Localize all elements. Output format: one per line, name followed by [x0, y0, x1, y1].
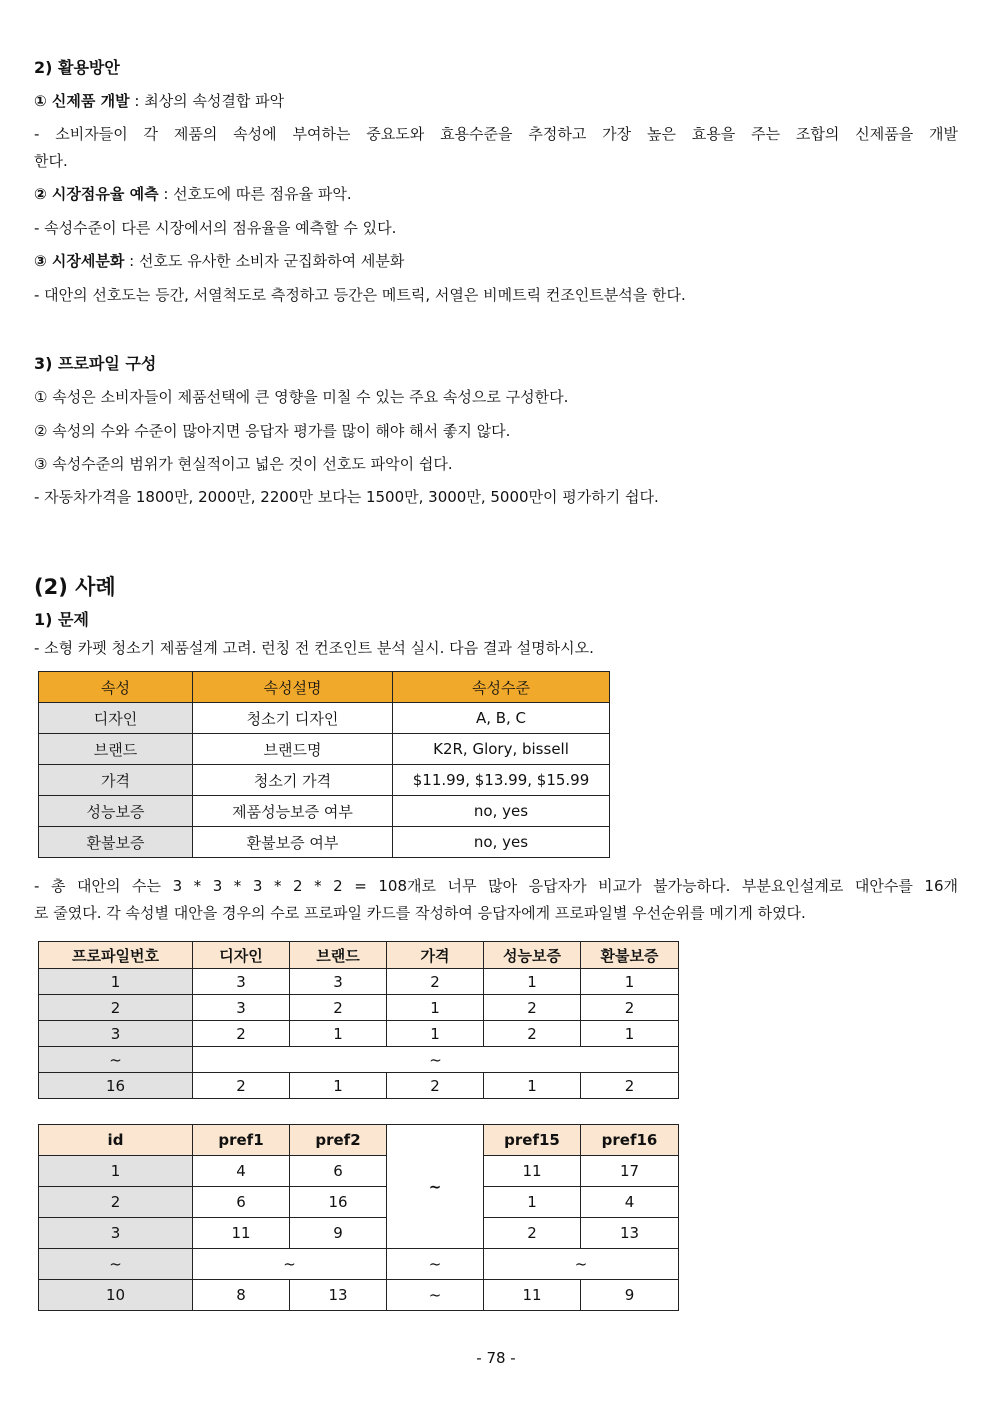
usage-heading: 2) 활용방안	[34, 58, 120, 77]
usage-item-2-title: ② 시장점유율 예측	[34, 185, 159, 203]
usage-item-2-desc: - 속성수준이 다른 시장에서의 점유율을 예측할 수 있다.	[34, 219, 397, 237]
col-header-description: 속성설명	[193, 672, 393, 703]
table-cell: 3	[193, 969, 290, 995]
usage-item-1-desc-b: 한다.	[34, 152, 68, 170]
col-header-pref1: pref1	[193, 1125, 290, 1156]
table-cell: 9	[290, 1218, 387, 1249]
table-cell: ~	[39, 1047, 193, 1073]
table-cell: 11	[193, 1218, 290, 1249]
table-cell: 가격	[39, 765, 193, 796]
usage-item-3-desc: - 대안의 선호도는 등간, 서열척도로 측정하고 등간은 메트릭, 서열은 비메트릭 컨조인트분석을 한다.	[34, 286, 686, 304]
table-cell: 1	[290, 1021, 387, 1047]
table-cell: 2	[290, 995, 387, 1021]
col-header-profile-no: 프로파일번호	[39, 942, 193, 969]
col-header-pref15: pref15	[484, 1125, 581, 1156]
profile-line-1: ① 속성은 소비자들이 제품선택에 큰 영향을 미칠 수 있는 주요 속성으로 구성한다.	[34, 388, 569, 406]
explain-line-b: 로 줄였다. 각 속성별 대안을 경우의 수로 프로파일 카드를 작성하여 응답자에게 프로파일별 우선순위를 메기게 하였다.	[34, 904, 806, 922]
col-header-performance: 성능보증	[484, 942, 581, 969]
table-cell: 13	[581, 1218, 679, 1249]
table-cell: 13	[290, 1280, 387, 1311]
table-cell: 1	[39, 969, 193, 995]
table-cell: 2	[193, 1073, 290, 1099]
table-row	[39, 1187, 679, 1218]
table-cell: 2	[39, 1187, 193, 1218]
table-cell: 2	[193, 1021, 290, 1047]
table-cell: 6	[290, 1156, 387, 1187]
table-cell: 2	[581, 995, 679, 1021]
preference-table	[38, 1124, 679, 1311]
table-cell: 3	[39, 1218, 193, 1249]
table-cell: 10	[39, 1280, 193, 1311]
profile-line-4: - 자동차가격을 1800만, 2000만, 2200만 보다는 1500만, 3000만, 5000만이 평가하기 쉽다.	[34, 488, 659, 506]
table-cell: no, yes	[393, 796, 610, 827]
table-cell: 1	[581, 1021, 679, 1047]
table-cell: 브랜드	[39, 734, 193, 765]
table-cell: 환불보증 여부	[193, 827, 393, 858]
table-cell-tilde: ~	[387, 1125, 484, 1249]
col-header-pref16: pref16	[581, 1125, 679, 1156]
table-cell: 16	[39, 1073, 193, 1099]
table-cell: A, B, C	[393, 703, 610, 734]
table-row	[39, 796, 610, 827]
table-cell: 4	[581, 1187, 679, 1218]
table-cell: 2	[484, 1021, 581, 1047]
table-cell: 2	[484, 1218, 581, 1249]
profile-table-header	[39, 942, 679, 969]
table-row	[39, 1156, 679, 1187]
table-cell: 제품성능보증 여부	[193, 796, 393, 827]
table-row	[39, 1280, 679, 1311]
table-cell: no, yes	[393, 827, 610, 858]
table-row	[39, 765, 610, 796]
attribute-table	[38, 671, 610, 858]
table-row	[39, 827, 610, 858]
usage-item-2	[34, 183, 352, 204]
table-cell: 3	[39, 1021, 193, 1047]
table-cell: 환불보증	[39, 827, 193, 858]
table-cell: 2	[484, 995, 581, 1021]
col-header-refund: 환불보증	[581, 942, 679, 969]
table-cell: ~	[387, 1280, 484, 1311]
usage-item-1	[34, 90, 284, 111]
profile-line-3: ③ 속성수준의 범위가 현실적이고 넓은 것이 선호도 파악이 쉽다.	[34, 455, 453, 473]
col-header-brand: 브랜드	[290, 942, 387, 969]
explain-line-a: - 총 대안의 수는 3 * 3 * 3 * 2 * 2 = 108개로 너무 많아 응답자가 비교가 불가능하다. 부분요인설계로 대안수를 16개	[34, 877, 958, 895]
usage-item-3	[34, 250, 404, 271]
table-cell: 17	[581, 1156, 679, 1187]
page-number: - 78 -	[476, 1349, 516, 1367]
table-cell: 디자인	[39, 703, 193, 734]
table-cell: 11	[484, 1156, 581, 1187]
table-cell: ~	[484, 1249, 679, 1280]
table-cell: 청소기 가격	[193, 765, 393, 796]
table-cell: 4	[193, 1156, 290, 1187]
table-cell: 2	[581, 1073, 679, 1099]
col-header-attribute: 속성	[39, 672, 193, 703]
table-cell: 11	[484, 1280, 581, 1311]
table-cell: 8	[193, 1280, 290, 1311]
table-cell: 1	[581, 969, 679, 995]
table-cell: 성능보증	[39, 796, 193, 827]
table-row	[39, 969, 679, 995]
table-row-ellipsis	[39, 1249, 679, 1280]
col-header-id: id	[39, 1125, 193, 1156]
table-row	[39, 734, 610, 765]
table-row	[39, 1073, 679, 1099]
profile-table	[38, 941, 679, 1099]
profile-heading: 3) 프로파일 구성	[34, 354, 157, 373]
usage-item-3-rest: : 선호도 유사한 소비자 군집화하여 세분화	[124, 252, 405, 270]
table-row	[39, 703, 610, 734]
problem-text: - 소형 카펫 청소기 제품설계 고려. 런칭 전 컨조인트 분석 실시. 다음 결과 설명하시오.	[34, 639, 594, 657]
table-cell: K2R, Glory, bissell	[393, 734, 610, 765]
table-cell: 2	[39, 995, 193, 1021]
table-cell: $11.99, $13.99, $15.99	[393, 765, 610, 796]
table-cell: ~	[39, 1249, 193, 1280]
col-header-price: 가격	[387, 942, 484, 969]
table-cell: ~	[193, 1249, 387, 1280]
table-cell: 3	[290, 969, 387, 995]
table-cell: 6	[193, 1187, 290, 1218]
problem-heading: 1) 문제	[34, 610, 89, 629]
table-cell: 1	[387, 1021, 484, 1047]
table-cell: 9	[581, 1280, 679, 1311]
usage-item-1-desc-a: - 소비자들이 각 제품의 속성에 부여하는 중요도와 효용수준을 추정하고 가장 높은 효용을 주는 조합의 신제품을 개발	[34, 125, 958, 143]
table-cell: 1	[484, 1187, 581, 1218]
table-cell: 1	[39, 1156, 193, 1187]
preference-table-header	[39, 1125, 679, 1156]
table-cell: ~	[193, 1047, 679, 1073]
col-header-levels: 속성수준	[393, 672, 610, 703]
usage-item-1-title: ① 신제품 개발	[34, 92, 130, 110]
table-cell: 1	[387, 995, 484, 1021]
table-cell: 1	[290, 1073, 387, 1099]
table-cell: 16	[290, 1187, 387, 1218]
table-row-ellipsis	[39, 1047, 679, 1073]
table-cell: 3	[193, 995, 290, 1021]
table-row	[39, 995, 679, 1021]
table-cell: 1	[484, 969, 581, 995]
table-cell: 1	[484, 1073, 581, 1099]
table-cell: 2	[387, 969, 484, 995]
usage-item-3-title: ③ 시장세분화	[34, 252, 125, 270]
table-cell: 2	[387, 1073, 484, 1099]
table-cell: 청소기 디자인	[193, 703, 393, 734]
usage-item-1-rest: : 최상의 속성결합 파악	[129, 92, 285, 110]
usage-item-2-rest: : 선호도에 따른 점유율 파악.	[158, 185, 352, 203]
table-row	[39, 1021, 679, 1047]
col-header-design: 디자인	[193, 942, 290, 969]
case-heading: (2) 사례	[34, 575, 116, 599]
table-row	[39, 1218, 679, 1249]
attribute-table-header	[39, 672, 610, 703]
col-header-pref2: pref2	[290, 1125, 387, 1156]
profile-line-2: ② 속성의 수와 수준이 많아지면 응답자 평가를 많이 해야 해서 좋지 않다.	[34, 422, 511, 440]
table-cell: ~	[387, 1249, 484, 1280]
table-cell: 브랜드명	[193, 734, 393, 765]
